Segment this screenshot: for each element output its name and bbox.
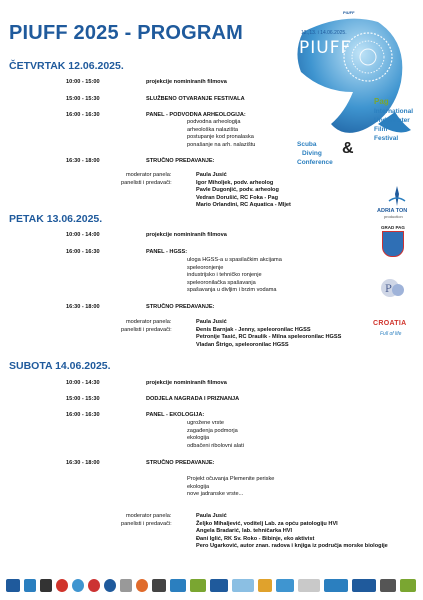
page-title: PIUFF 2025 - PROGRAM: [9, 22, 244, 44]
festival-word: [374, 134, 413, 143]
panelist: Pavle Dugonjić, podv. arheolog: [196, 187, 279, 194]
slot-topics: [187, 420, 244, 450]
pag-mark-icon: [376, 278, 410, 300]
festival-word-text: Film: [374, 126, 388, 133]
sponsor-logo: [72, 579, 84, 592]
slot-title: PANEL - PODVODNA ARHEOLOGIJA:: [146, 112, 246, 118]
festival-word-text: Pag: [374, 97, 389, 106]
conference-word: Conference: [297, 159, 333, 166]
moderator-name: Paula Jusić: [196, 513, 227, 519]
croatia-word: CROATIA: [373, 320, 407, 327]
logo-small-mark: PIUFF: [343, 10, 355, 15]
sponsor-logo: [324, 579, 348, 592]
moderator-label: moderator panela:: [126, 513, 172, 519]
slot-time: 15:00 - 15:30: [66, 396, 100, 402]
moderator-name: Paula Jusić: [196, 319, 227, 325]
panelist: Đenis Barnjak - Jenny, speleoronilac HGSS: [196, 326, 311, 333]
sponsor-logo: [136, 579, 148, 592]
panelist: Željko Mihaljević, voditelj Lab. za opću patologiju HVI: [196, 520, 338, 527]
panel-labels: [121, 172, 191, 187]
diver-icon: [386, 185, 408, 207]
topic-line: odbačeni ribolovni alati: [187, 442, 244, 449]
moderator-name: Paula Jusić: [196, 172, 227, 178]
topic-line: Projekt očuvanja Plemenite periske: [187, 476, 275, 482]
panelist: Igor Miholjek, podv. arheolog: [196, 179, 274, 186]
festival-word: [374, 107, 413, 116]
sponsor-logo: [6, 579, 20, 592]
slot-time: 10:00 - 14:00: [66, 232, 100, 238]
festival-word-text: International: [374, 108, 414, 115]
svg-text:P: P: [385, 284, 392, 295]
festival-word: [374, 97, 413, 107]
slot-title: STRUČNO PREDAVANJE:: [146, 460, 215, 466]
festival-word-text: Festival: [374, 135, 399, 142]
sponsor-logo: [190, 579, 206, 592]
panelist: Petronije Tasić, RC Draulik - Milna speleoronilac HGSS: [196, 334, 342, 341]
logo-name: PIUFF: [299, 38, 352, 58]
slot-time: 10:00 - 15:00: [66, 79, 100, 85]
sponsor-logo: [380, 579, 396, 592]
topic-line: industrijsko i tehničko ronjenje: [187, 272, 262, 279]
topic-line: podvodna arheologija: [187, 119, 241, 125]
slot-time: 16:00 - 16:30: [66, 112, 100, 118]
topic-line: ekologija: [187, 483, 210, 490]
panel-people: [196, 172, 291, 210]
slot-time: 16:00 - 16:30: [66, 412, 100, 418]
topic-line: spašavanja u divljim i brzim vodama: [187, 287, 277, 294]
slot-title: STRUČNO PREDAVANJE:: [146, 158, 215, 164]
slot-title: PANEL - HGSS:: [146, 249, 188, 255]
slot-topics: [187, 257, 282, 295]
festival-words: [374, 97, 413, 143]
panelist: Vedran Dorušić, RC Foka - Pag: [196, 194, 279, 201]
panelists-label: panelisti i predavači:: [121, 326, 172, 333]
slot-time: 16:30 - 18:00: [66, 158, 100, 164]
slot-title: SLUŽBENO OTVARANJE FESTIVALA: [146, 96, 245, 102]
day-heading: PETAK 13.06.2025.: [9, 213, 103, 225]
sponsor-logo: [276, 579, 294, 592]
slot-title: projekcije nominiranih filmova: [146, 232, 227, 238]
pag-logo: [376, 278, 410, 300]
croatia-tagline: Full of life: [380, 331, 402, 337]
topic-line: speleoronjenje: [187, 264, 224, 271]
moderator-label: moderator panela:: [126, 172, 172, 178]
topic-line: nove jadranske vrste...: [187, 491, 244, 498]
sponsor-logo: [104, 579, 116, 592]
panel-people: [196, 513, 388, 551]
logo-dates: 12.,13. i 14.06.2025.: [301, 30, 347, 36]
topic-line: ponašanje na arh. nalazištu: [187, 141, 256, 148]
topic-line: ekologija: [187, 435, 210, 442]
panelist: Đani Iglić, RK Sv. Roko - Bibinje, eko aktivist: [196, 535, 315, 542]
panelist: Pero Ugarković, autor znan. radova i knjiga iz područja morske biologije: [196, 543, 388, 550]
conference-word: Scuba: [297, 141, 317, 148]
panelist: Vladan Štrigo, speleoronilac HGSS: [196, 341, 289, 348]
sponsor-logo: [24, 579, 36, 592]
festival-word: [374, 116, 413, 125]
day-heading: ČETVRTAK 12.06.2025.: [9, 60, 124, 72]
slot-title: PANEL - EKOLOGIJA:: [146, 412, 205, 418]
slot-title: projekcije nominiranih filmova: [146, 380, 227, 386]
croatia-logo: [373, 320, 406, 327]
conference-word: Diving: [302, 150, 322, 157]
festival-word: [374, 125, 413, 134]
grad-pag-label: GRAD PAG: [381, 225, 405, 230]
panelists-label: panelisti i predavači:: [121, 520, 172, 527]
topic-line: zagađenja podmorja: [187, 427, 238, 434]
sponsor-logo: [40, 579, 52, 592]
slot-topics: [187, 119, 255, 149]
festival-word-text: Underwater: [374, 117, 410, 124]
sponsor-logo: [298, 579, 320, 592]
ampersand: &: [342, 140, 354, 157]
slot-time: 16:00 - 16:30: [66, 249, 100, 255]
sponsor-logo: [88, 579, 100, 592]
moderator-label: moderator panela:: [126, 319, 172, 325]
sponsor-logo: [170, 579, 186, 592]
panelist: Angela Bradarić, lab. tehničarka HVI: [196, 528, 293, 535]
slot-title: STRUČNO PREDAVANJE:: [146, 304, 215, 310]
adria-ton-sub: production: [384, 214, 403, 219]
sponsor-logo: [352, 579, 376, 592]
topic-line: speleoronilačka spašavanja: [187, 279, 256, 286]
panelists-label: panelisti i predavači:: [121, 179, 172, 186]
sponsor-logo: [232, 579, 254, 592]
sponsor-logo: [400, 579, 416, 592]
topic-line: uloga HGSS-a u spasilačkim akcijama: [187, 257, 282, 263]
slot-title: DODJELA NAGRADA I PRIZNANJA: [146, 396, 240, 402]
sponsor-logo: [210, 579, 228, 592]
panelist: Mario Orlandini, RC Aquatica - Mljet: [196, 202, 291, 209]
panel-people: [196, 319, 341, 349]
sponsor-logo: [120, 579, 132, 592]
sponsor-logo: [56, 579, 68, 592]
adria-ton-logo: [386, 185, 408, 207]
topic-line: arheološka nalazišta: [187, 126, 238, 133]
topic-line: postupanje kod pronalaska: [187, 134, 254, 141]
slot-title: projekcije nominiranih filmova: [146, 79, 227, 85]
slot-topics: [187, 476, 274, 499]
topic-line: ugrožene vrste: [187, 420, 225, 426]
grad-pag-crest-icon: [382, 231, 404, 257]
sponsor-logo: [258, 579, 272, 592]
day-heading: SUBOTA 14.06.2025.: [9, 360, 111, 372]
adria-ton-label: ADRIA TON: [377, 208, 408, 214]
slot-time: 16:30 - 18:00: [66, 460, 100, 466]
sponsor-logo: [152, 579, 166, 592]
slot-time: 10:00 - 14:30: [66, 380, 100, 386]
slot-time: 16:30 - 18:00: [66, 304, 100, 310]
panel-labels: [121, 513, 191, 528]
panel-labels: [121, 319, 191, 334]
slot-time: 15:00 - 15:30: [66, 96, 100, 102]
conference-words: [297, 140, 333, 167]
